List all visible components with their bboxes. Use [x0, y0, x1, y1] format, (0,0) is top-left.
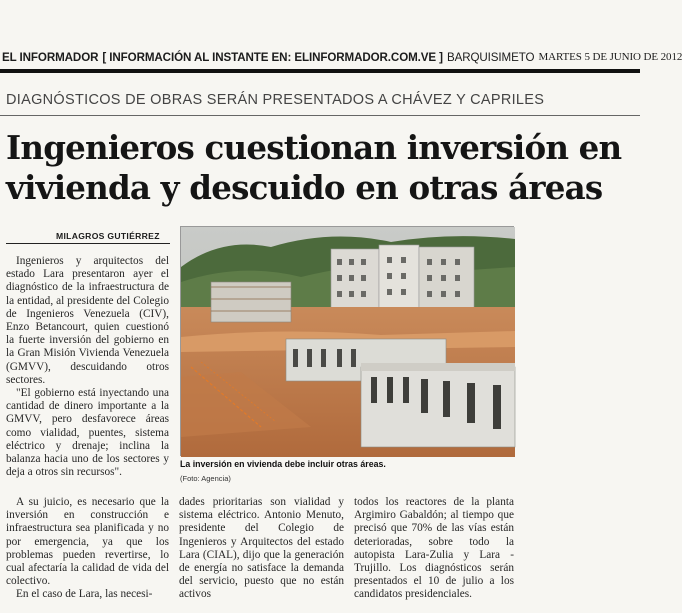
article-column-1: [6, 255, 169, 479]
article-headline: Ingenieros cuestionan inversión en vivienda y descuido en otras áreas: [6, 128, 622, 207]
byline-rule: [6, 243, 170, 244]
photo-credit: (Foto: Agencia): [180, 474, 231, 483]
paragraph: A su juicio, es necesario que la inversión en construcción e infraestructura sea planificada y no por emergencia, ya que los problemas pueden revertirse, lo cual afectaría la calidad de vida del colectivo.: [6, 496, 169, 588]
paragraph: En el caso de Lara, las necesi-: [16, 588, 153, 601]
construction-site-photo: [181, 227, 515, 457]
kicker-rule: [0, 115, 640, 116]
paragraph: dades prioritarias son vialidad y sistema eléctrico. Antonio Menuto, presidente del Colegio de Ingenieros y Arquitectos del estado Lara (CIAL), dijo que la generación de energía no satisface la demanda del servicio, puesto que no están activos: [179, 496, 344, 601]
newspaper-name: EL INFORMADOR: [2, 50, 99, 64]
article-kicker: DIAGNÓSTICOS DE OBRAS SERÁN PRESENTADOS A CHÁVEZ Y CAPRILES: [6, 92, 545, 108]
article-byline: MILAGROS GUTIÉRREZ: [56, 231, 160, 241]
article-column-2: [179, 496, 344, 602]
masthead-date: MARTES 5 DE JUNIO DE 2012: [538, 51, 682, 63]
article-column-3: [354, 496, 514, 602]
article-column-1-lower: [6, 496, 169, 602]
paragraph: "El gobierno está inyectando una cantidad de dinero importante a la GMVV, pero desfavorece áreas como vialidad, puentes, sistema eléctrico y drenaje; inclina la balanza hacia uno de los sectores y deja a otros sin recursos".: [6, 387, 169, 479]
masthead-rule: [0, 69, 640, 73]
masthead-location: BARQUISIMETO: [446, 50, 535, 64]
masthead: [0, 44, 682, 70]
article-photo: [180, 226, 514, 456]
paragraph: todos los reactores de la planta Argimiro Gabaldón; al tiempo que precisó que 70% de las vías están deterioradas, sobre todo la autopista Lara-Zulia y Lara -Trujillo. Los diagnósticos serán presentados el 10 de julio a los candidatos presidenciales.: [354, 496, 514, 601]
photo-caption: La inversión en vivienda debe incluir otras áreas.: [180, 459, 386, 469]
masthead-tagline: [ INFORMACIÓN AL INSTANTE EN: ELINFORMADOR.COM.VE ]: [102, 50, 443, 64]
paragraph: Ingenieros y arquitectos del estado Lara presentaron ayer el diagnóstico de la infraestructura de la entidad, al presidente del Colegio de Ingenieros Venezuela (CIV), Enzo Betancourt, quien cuestionó la fuerte inversión del gobierno en la Gran Misión Vivienda Venezuela (GMVV), descuidando otros sectores.: [6, 255, 169, 386]
